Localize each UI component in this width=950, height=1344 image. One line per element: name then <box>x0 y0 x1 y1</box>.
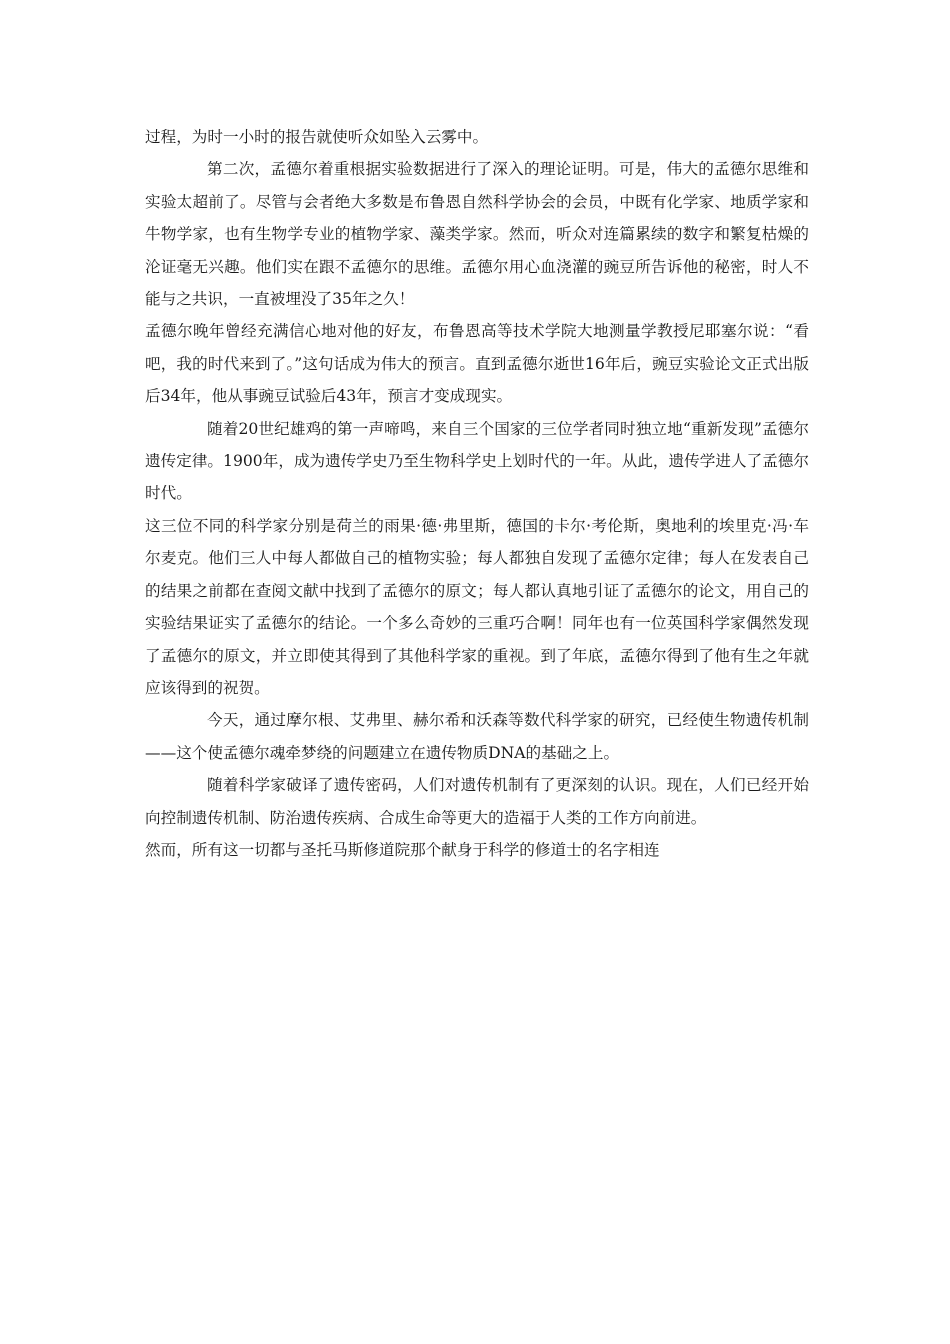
paragraph-dna-basis: 今天，通过摩尔根、艾弗里、赫尔希和沃森等数代科学家的研究，已经使生物遗传机制——这个使孟德尔魂牵梦绕的问题建立在遗传物质DNA的基础之上。 <box>145 711 809 762</box>
paragraph-second-report: 第二次，孟德尔着重根据实验数据进行了深入的理论证明。可是，伟大的孟德尔思维和实验太超前了。尽管与会者绝大多数是布鲁恩自然科学协会的会员，中既有化学家、地质学家和牛物学家，也有生物学专业的植物学家、藻类学家。然而，听众对连篇累续的数字和繁复枯燥的沦证毫无兴趣。他们实在跟不孟德尔的思维。孟德尔用心血浇灌的豌豆所告诉他的秘密，时人不能与之共识，一直被埋没了35年之久！ <box>145 160 809 309</box>
paragraph-rediscovery: 随着20世纪雄鸡的第一声啼鸣，来自三个国家的三位学者同时独立地“重新发现”孟德尔遗传定律。1900年，成为遗传学史乃至生物科学史上划时代的一年。从此，遗传学进人了孟德尔时代。 <box>145 419 809 503</box>
paragraph-continuation: 过程，为时一小时的报告就使听众如坠入云雾中。 <box>145 128 489 146</box>
paragraph-three-scientists: 这三位不同的科学家分别是荷兰的雨果·德·弗里斯，德国的卡尔·考伦斯，奥地利的埃里克·冯·车尔麦克。他们三人中每人都做自己的植物实验；每人都独自发现了孟德尔定律；每人在发表自己的结果之前都在查阅文献中找到了孟德尔的原文；每人都认真地引证了孟德尔的论文，用自己的实验结果证实了孟德尔的结论。一个多么奇妙的三重巧合啊！同年也有一位英国科学家偶然发现了孟德尔的原文，并立即使其得到了其他科学家的重视。到了年底，孟德尔得到了他有生之年就应该得到的祝贺。 <box>145 516 809 697</box>
document-body <box>145 121 809 866</box>
paragraph-prophecy: 孟德尔晚年曾经充满信心地对他的好友，布鲁恩高等技术学院大地测量学教授尼耶塞尔说：“看吧，我的时代来到了。”这句话成为伟大的预言。直到孟德尔逝世16年后，豌豆实验论文正式出版后34年，他从事豌豆试验后43年，预言才变成现实。 <box>145 322 809 406</box>
paragraph-genetic-code: 随着科学家破译了遗传密码，人们对遗传机制有了更深刻的认识。现在，人们已经开始向控制遗传机制、防治遗传疾病、合成生命等更大的造福于人类的工作方向前进。 <box>145 776 809 827</box>
paragraph-closing: 然而，所有这一切都与圣托马斯修道院那个献身于科学的修道士的名字相连 <box>145 840 660 859</box>
